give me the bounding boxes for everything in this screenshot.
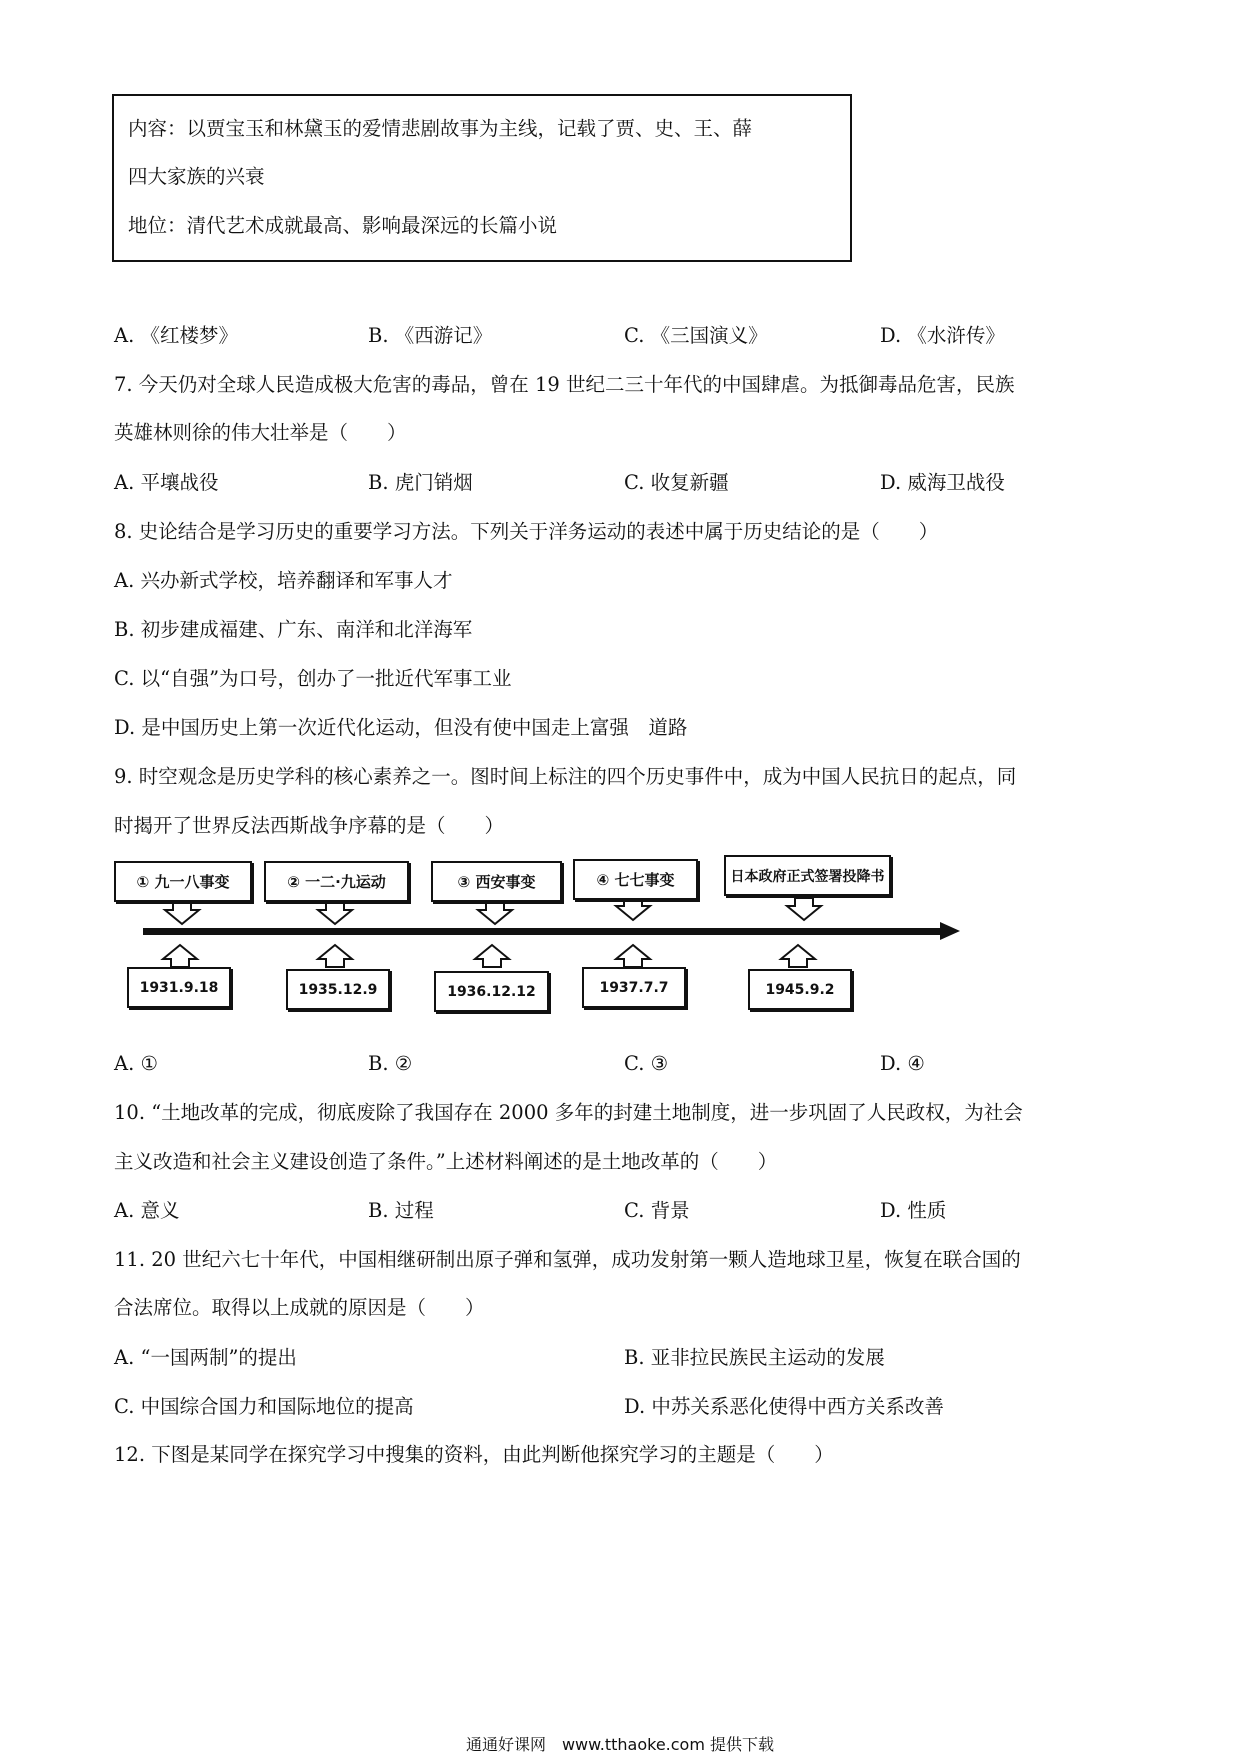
timeline-date-5: 1945.9.2 [748,969,852,1010]
material-line: 内容：以贾宝玉和林黛玉的爱情悲剧故事为主线，记载了贾、史、王、薛 [128,117,753,140]
q9-stem: 时揭开了世界反法西斯战争序幕的是（ ） [114,814,505,837]
q9-stem: 9. 时空观念是历史学科的核心素养之一。图时间上标注的四个历史事件中，成为中国人民抗日的起点，同 [114,765,1017,788]
q11-option-a[interactable]: A. “一国两制”的提出 [114,1346,297,1369]
timeline-event-1: ① 九一八事变 [114,861,252,902]
q10-option-c[interactable]: C. 背景 [624,1199,690,1222]
q9-option-a[interactable]: A. ① [114,1052,158,1075]
q7-option-a[interactable]: A. 平壤战役 [114,471,219,494]
q8-option-d[interactable]: D. 是中国历史上第一次近代化运动，但没有使中国走上富强 道路 [114,716,688,739]
timeline-date-1: 1931.9.18 [127,967,231,1008]
q8-stem: 8. 史论结合是学习历史的重要学习方法。下列关于洋务运动的表述中属于历史结论的是（ ） [114,520,939,543]
timeline-date-2: 1935.12.9 [286,969,390,1010]
page-footer: 通通好课网 www.tthaoke.com 提供下载 [465,1735,775,1754]
timeline-event-3: ③ 西安事变 [431,861,562,902]
material-line: 地位：清代艺术成就最高、影响最深远的长篇小说 [128,214,558,237]
timeline-date-3: 1936.12.12 [434,971,549,1012]
q11-option-b[interactable]: B. 亚非拉民族民主运动的发展 [624,1346,885,1369]
q10-option-b[interactable]: B. 过程 [368,1199,434,1222]
q12-stem: 12. 下图是某同学在探究学习中搜集的资料，由此判断他探究学习的主题是（ ） [114,1443,834,1466]
q9-option-d[interactable]: D. ④ [880,1052,925,1075]
q6-option-c[interactable]: C. 《三国演义》 [624,324,768,347]
q11-stem: 11. 20 世纪六七十年代，中国相继研制出原子弹和氢弹，成功发射第一颗人造地球卫星，恢复在联合国的 [114,1248,1021,1271]
q6-option-a[interactable]: A. 《红楼梦》 [114,324,238,347]
timeline-axis [143,928,943,935]
timeline-event-2: ② 一二·九运动 [264,861,409,902]
material-line: 四大家族的兴衰 [128,165,265,188]
q7-option-d[interactable]: D. 威海卫战役 [880,471,1005,494]
q6-option-b[interactable]: B. 《西游记》 [368,324,493,347]
timeline-event-4: ④ 七七事变 [573,859,698,900]
q11-option-c[interactable]: C. 中国综合国力和国际地位的提高 [114,1395,414,1418]
q7-option-c[interactable]: C. 收复新疆 [624,471,729,494]
q11-option-d[interactable]: D. 中苏关系恶化使得中西方关系改善 [624,1395,944,1418]
q10-stem: 10. “土地改革的完成，彻底废除了我国存在 2000 多年的封建土地制度，进一步巩固了人民政权，为社会 [114,1101,1023,1124]
q7-stem: 英雄林则徐的伟大壮举是（ ） [114,421,407,444]
q9-option-b[interactable]: B. ② [368,1052,413,1075]
q10-option-a[interactable]: A. 意义 [114,1199,180,1222]
q9-option-c[interactable]: C. ③ [624,1052,669,1075]
q7-option-b[interactable]: B. 虎门销烟 [368,471,473,494]
q10-option-d[interactable]: D. 性质 [880,1199,947,1222]
material-box [112,94,852,262]
timeline-axis-head [940,922,960,940]
q8-option-c[interactable]: C. 以“自强”为口号，创办了一批近代军事工业 [114,667,512,690]
q10-stem: 主义改造和社会主义建设创造了条件。”上述材料阐述的是土地改革的（ ） [114,1150,778,1173]
q11-stem: 合法席位。取得以上成就的原因是（ ） [114,1296,485,1319]
timeline-date-4: 1937.7.7 [582,967,686,1008]
q8-option-a[interactable]: A. 兴办新式学校，培养翻译和军事人才 [114,569,453,592]
q8-option-b[interactable]: B. 初步建成福建、广东、南洋和北洋海军 [114,618,473,641]
q7-stem: 7. 今天仍对全球人民造成极大危害的毒品，曾在 19 世纪二三十年代的中国肆虐。为抵御毒品危害，民族 [114,373,1015,396]
q6-option-d[interactable]: D. 《水浒传》 [880,324,1005,347]
timeline-event-5: 日本政府正式签署投降书 [724,855,891,896]
